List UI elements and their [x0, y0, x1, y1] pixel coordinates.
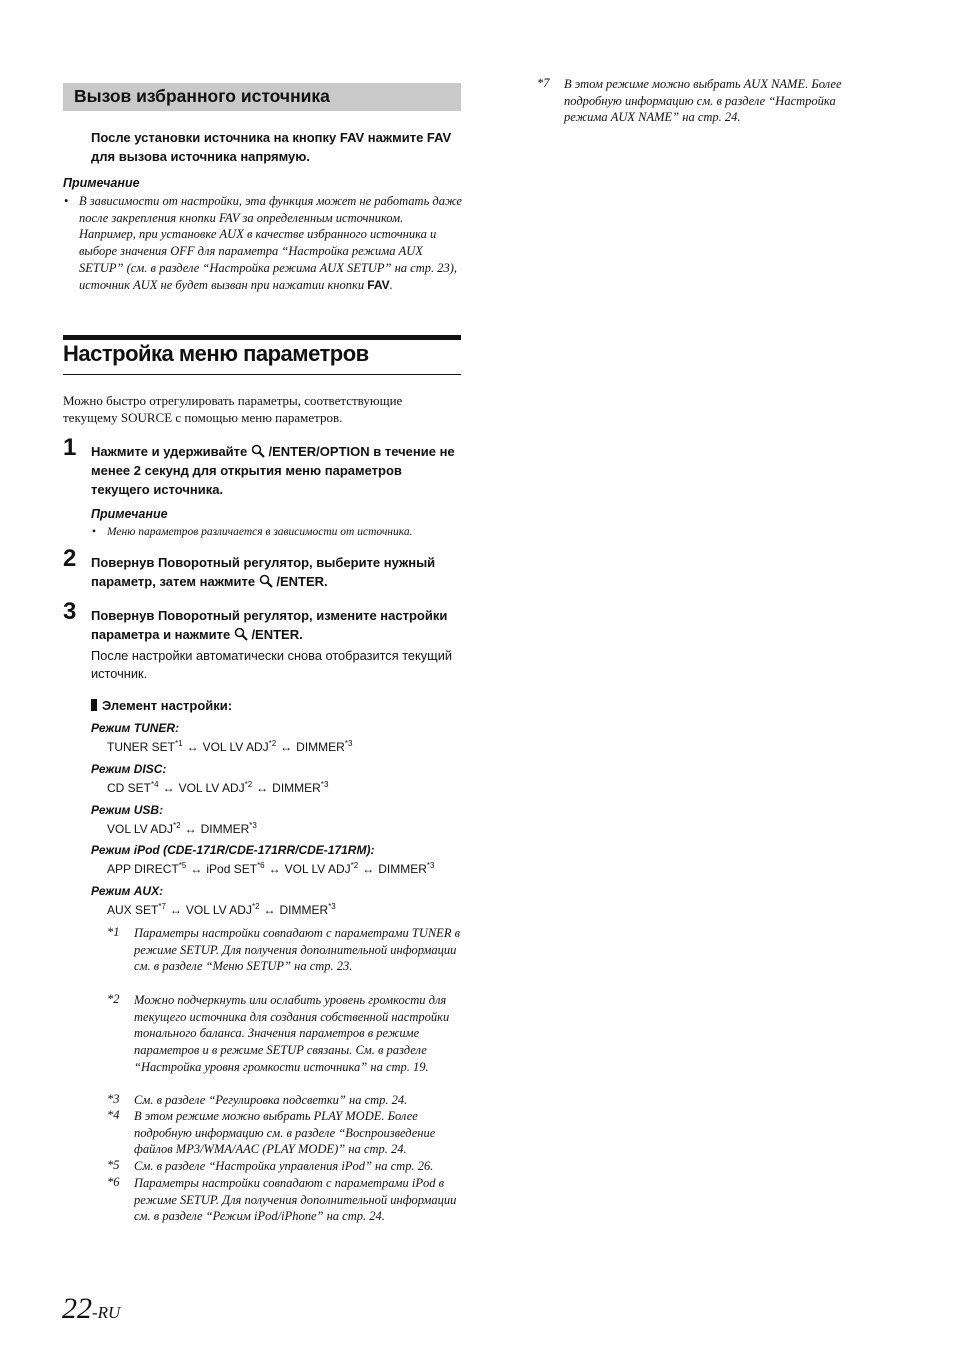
heading-rule-top: [63, 335, 461, 340]
footnote-text: Параметры настройки совпадают с параметрами iPod в режиме SETUP. Для получения дополнительной информации см. в разделе “Режим iPod/iPhone” на стр. 24.: [134, 1176, 457, 1224]
mode-item: TUNER SET: [107, 740, 176, 754]
elements-title: Элемент настройки:: [102, 698, 233, 713]
fav-note: [64, 193, 463, 293]
mode-items: [107, 780, 328, 795]
step-3-text-b: /ENTER.: [251, 627, 303, 642]
section-title-fav: Вызов избранного источника: [74, 86, 330, 106]
mode-item: DIMMER: [200, 822, 250, 836]
arrow-icon: ↔: [190, 862, 203, 876]
footnote-mark: *2: [107, 992, 120, 1006]
mode-items: [107, 739, 352, 754]
step-1-text-b: /ENTER/OPTION в течение не менее 2 секунд для открытия меню параметров текущего источника.: [91, 444, 455, 497]
mode-item-footnote-ref: *6: [257, 861, 265, 870]
mode-item: CD SET: [107, 781, 152, 795]
step-2-text-b: /ENTER.: [276, 574, 328, 589]
mode-label: Режим DISC:: [91, 762, 167, 776]
mode-item: VOL LV ADJ: [107, 822, 174, 836]
mode-item-footnote-ref: *4: [151, 780, 159, 789]
arrow-icon: ↔: [362, 862, 375, 876]
mode-item-footnote-ref: *3: [328, 902, 336, 911]
mode-item: VOL LV ADJ: [284, 862, 351, 876]
mode-item-footnote-ref: *3: [249, 821, 257, 830]
fav-note-text: В зависимости от настройки, эта функция может не работать даже после закрепления кнопки FAV за определенным источником. Например, при установке AUX в качестве избранного источника и выборе значения OFF для параметра “Настройка режима AUX SETUP” (см. в разделе “Настройка режима AUX SETUP” на стр. 23), источник AUX не будет вызван при нажатии кнопки: [79, 194, 462, 292]
step-2-text: [91, 553, 463, 591]
mode-items: [107, 861, 434, 876]
bullet: •: [64, 194, 69, 208]
page-number: [62, 1292, 120, 1326]
footnote-text: См. в разделе “Настройка управления iPod” на стр. 26.: [134, 1159, 434, 1173]
page-suffix: -RU: [92, 1303, 121, 1322]
mode-item: VOL LV ADJ: [178, 781, 245, 795]
fav-key: FAV: [367, 277, 390, 292]
square-bullet-icon: [91, 699, 97, 711]
step-3-after: После настройки автоматически снова отобразится текущий источник.: [91, 648, 452, 681]
step-3-text-a: Повернув Поворотный регулятор, измените настройки параметра и нажмите: [91, 608, 448, 642]
mode-item-footnote-ref: *3: [320, 780, 329, 789]
footnote-text: В этом режиме можно выбрать AUX NAME. Более подробную информацию см. в разделе “Настройка режима AUX NAME” на стр. 24.: [564, 77, 842, 125]
footnote-text: См. в разделе “Регулировка подсветки” на стр. 24.: [134, 1093, 408, 1107]
mode-item-footnote-ref: *7: [158, 902, 166, 911]
arrow-icon: ↔: [184, 822, 197, 836]
mode-item-footnote-ref: *2: [268, 739, 277, 748]
footnote-mark: *4: [107, 1108, 120, 1122]
search-icon: [251, 444, 265, 458]
footnote-mark: *5: [107, 1158, 120, 1172]
mode-item: VOL LV ADJ: [202, 740, 269, 754]
mode-items: [107, 902, 336, 917]
arrow-icon: ↔: [186, 740, 199, 754]
step-1-note: [92, 524, 467, 541]
footnote-mark: *7: [537, 76, 550, 90]
mode-item: DIMMER: [272, 781, 321, 795]
mode-item: AUX SET: [107, 903, 159, 917]
arrow-icon: ↔: [263, 903, 276, 917]
step-1-note-label: Примечание: [91, 507, 168, 521]
mode-label: Режим TUNER:: [91, 721, 180, 735]
mode-label: Режим iPod (CDE-171R/CDE-171RR/CDE-171RM):: [91, 843, 375, 857]
heading-rule-bottom: [63, 374, 461, 375]
mode-item-footnote-ref: *2: [350, 861, 359, 870]
mode-item-footnote-ref: *2: [251, 902, 260, 911]
page-title: Настройка меню параметров: [63, 341, 369, 366]
search-icon: [234, 627, 248, 641]
step-number-2: 2: [63, 545, 76, 572]
footnote-text: Параметры настройки совпадают с параметрами TUNER в режиме SETUP. Для получения дополнительной информации см. в разделе “Меню SETUP” на стр. 23.: [134, 926, 461, 974]
arrow-icon: ↔: [256, 781, 269, 795]
search-icon: [259, 574, 273, 588]
mode-item-footnote-ref: *3: [426, 861, 435, 870]
page-number-value: 22: [62, 1292, 92, 1325]
fav-instruction: После установки источника на кнопку FAV нажмите FAV для вызова источника напрямую.: [91, 130, 452, 164]
footnote-text: В этом режиме можно выбрать PLAY MODE. Более подробную информацию см. в разделе “Воспроизведение файлов MP3/WMA/AAC (PLAY MODE)” на стр. 24.: [134, 1109, 436, 1157]
arrow-icon: ↔: [268, 862, 281, 876]
mode-item: DIMMER: [378, 862, 427, 876]
arrow-icon: ↔: [162, 781, 175, 795]
mode-item-footnote-ref: *2: [173, 821, 181, 830]
mode-label: Режим USB:: [91, 803, 164, 817]
step-number-1: 1: [63, 434, 76, 461]
footnote-text: Можно подчеркнуть или ослабить уровень громкости для текущего источника для создания собственной настройки тонального баланса. Значения параметров в режиме параметров и в режиме SETUP связаны. См. в разделе “Настройка уровня громкости источника” на стр. 19.: [134, 993, 450, 1074]
step-1-text: [91, 442, 463, 499]
section-heading-band: [63, 83, 461, 111]
fav-note-end: .: [389, 277, 393, 292]
elements-heading: [91, 698, 232, 713]
bullet: •: [92, 526, 97, 538]
note-label: Примечание: [63, 176, 140, 190]
mode-item: iPod SET: [206, 862, 258, 876]
mode-item-footnote-ref: *3: [344, 739, 353, 748]
mode-item-footnote-ref: *1: [175, 739, 183, 748]
mode-item: VOL LV ADJ: [185, 903, 252, 917]
step-1-note-text: Меню параметров различается в зависимости от источника.: [107, 526, 413, 538]
step-1-text-a: Нажмите и удерживайте: [91, 444, 248, 459]
arrow-icon: ↔: [169, 903, 182, 917]
footnote-mark: *3: [107, 1092, 120, 1106]
mode-item-footnote-ref: *5: [178, 861, 187, 870]
footnote-mark: *6: [107, 1175, 120, 1189]
mode-label: Режим AUX:: [91, 884, 164, 898]
footnote-mark: *1: [107, 925, 120, 939]
step-number-3: 3: [63, 598, 76, 625]
mode-items: [107, 821, 257, 836]
arrow-icon: ↔: [280, 740, 293, 754]
mode-item: DIMMER: [296, 740, 345, 754]
mode-item-footnote-ref: *2: [244, 780, 253, 789]
mode-item: APP DIRECT: [107, 862, 179, 876]
mode-item: DIMMER: [279, 903, 329, 917]
step-2-text-a: Повернув Поворотный регулятор, выберите нужный параметр, затем нажмите: [91, 555, 436, 589]
step-3-text: [91, 606, 463, 644]
menu-intro: Можно быстро отрегулировать параметры, соответствующие текущему SOURCE с помощью меню параметров.: [63, 393, 403, 425]
